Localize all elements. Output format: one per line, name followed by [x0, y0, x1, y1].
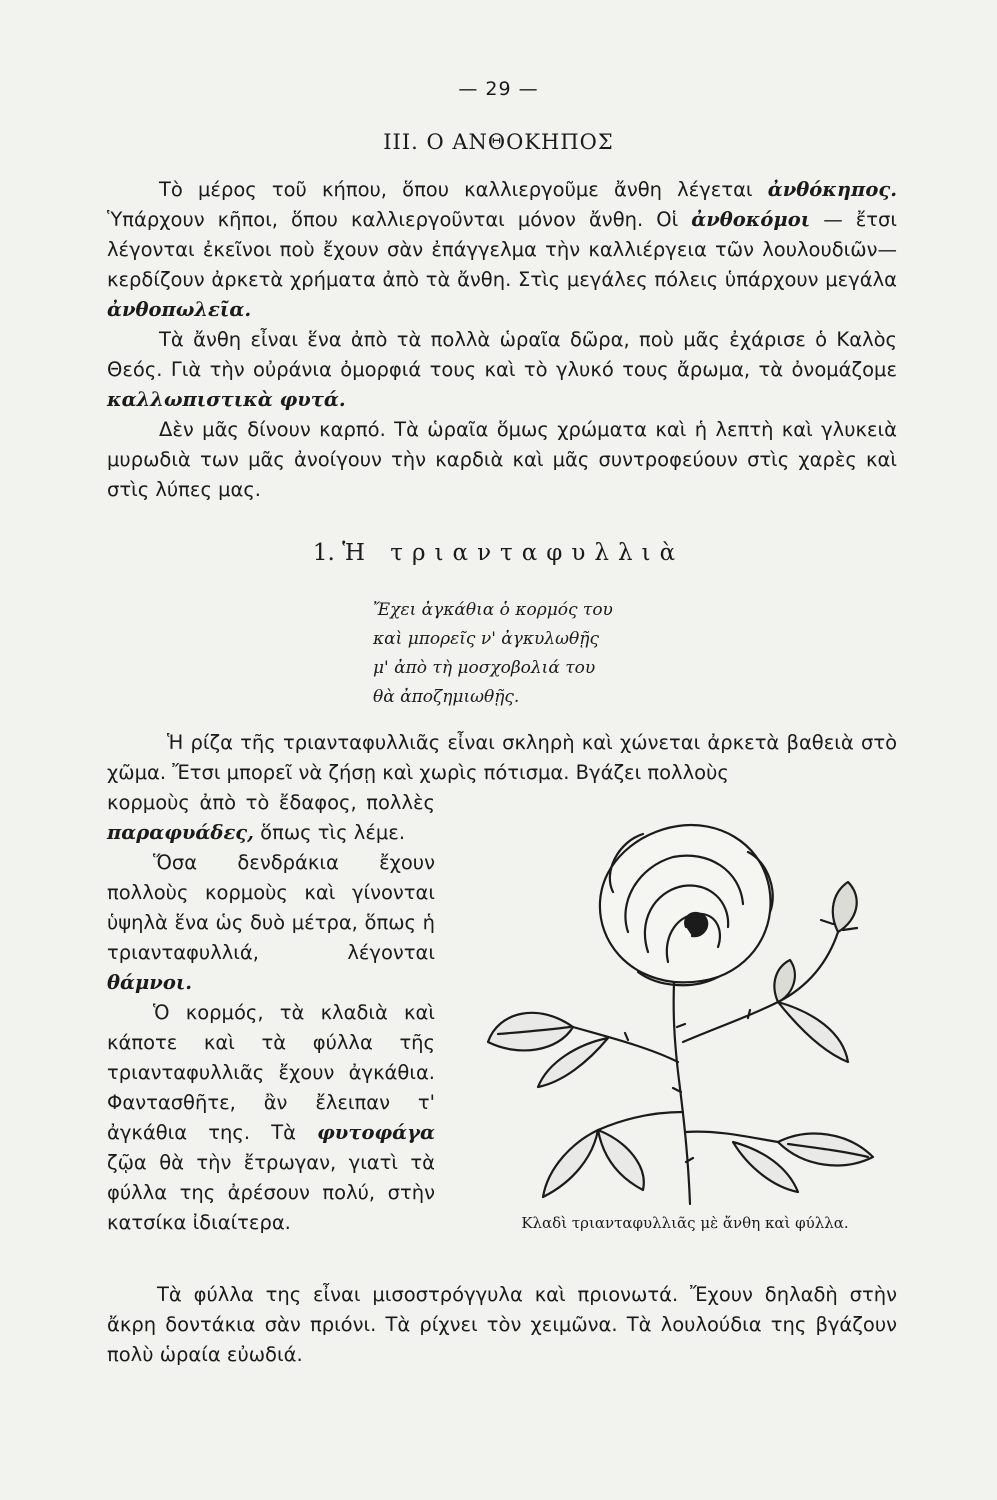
term-anthokomoi: ἀνθοκόμοι	[691, 208, 811, 231]
text-run: Ὑπάρχουν κῆποι, ὅπου καλλιεργοῦνται μόνον ἄνθη. Οἱ	[107, 208, 692, 231]
poem-line: Ἔχει ἀγκάθια ὁ κορμός του	[373, 600, 613, 620]
body-lead	[107, 728, 897, 788]
stem	[674, 982, 690, 1204]
body-paragraph-1	[107, 788, 435, 848]
branch-lower-left	[598, 1112, 683, 1130]
text-run: Ὅσα δενδράκια ἔχουν πολλοὺς κορμοὺς καὶ γίνονται ὑψηλὰ ἕνα ὡς δυὸ μέτρα, ὅπως ἡ τριανταφυλλιά, λέγονται	[107, 851, 435, 964]
intro-paragraph-1	[107, 175, 897, 325]
intro-paragraph-2	[107, 325, 897, 415]
section-heading: Ἡ τριανταφυλλιὰ	[342, 540, 685, 566]
section-title	[0, 540, 997, 566]
text-run: Τὰ ἄνθη εἶναι ἕνα ἀπὸ τὰ πολλὰ ὡραῖα δῶρα, ποὺ μᾶς ἐχάρισε ὁ Καλὸς Θεός. Γιὰ τὴν οὐράνια ὀμορφιά τους καὶ τὸ γλυκό τους ἄρωμα, τὰ ὀνομάζομε	[107, 328, 897, 381]
term-thamnoi: θάμνοι.	[107, 971, 193, 994]
term-anthokipos: ἀνθόκηπος.	[767, 178, 897, 201]
figure-caption: Κλαδὶ τριανταφυλλιᾶς μὲ ἄνθη καὶ φύλλα.	[521, 1214, 849, 1232]
rose-bud	[833, 882, 857, 932]
poem-line: θὰ ἀποζημιωθῇς.	[373, 687, 520, 707]
branch-lower-right	[686, 1132, 778, 1142]
chapter-title: III. Ο ΑΝΘΟΚΗΠΟΣ	[383, 130, 614, 154]
term-anthopoleia: ἀνθοπωλεῖα.	[107, 298, 252, 321]
body-paragraph-2	[107, 848, 435, 998]
text-run: κορμοὺς ἀπὸ τὸ ἔδαφος, πολλὲς	[107, 791, 435, 814]
section-number: 1.	[312, 540, 335, 566]
leaf	[543, 1130, 598, 1197]
term-parafyades: παραφυάδες,	[107, 821, 254, 844]
body-narrow-column	[107, 788, 435, 1238]
rose-branch-illustration	[478, 812, 898, 1207]
rose-bud	[774, 960, 794, 1002]
lead-paragraph: Ἡ ρίζα τῆς τριανταφυλλιᾶς εἶναι σκληρὴ καὶ χώνεται ἀρκετὰ βαθειὰ στὸ χῶμα. Ἔτσι μπορεῖ νὰ ζήσῃ καὶ χωρὶς πότισμα. Βγάζει πολλοὺς	[107, 731, 897, 784]
leaf	[598, 1130, 644, 1190]
closing-paragraph: Τὰ φύλλα της εἶναι μισοστρόγγυλα καὶ πριονωτά. Ἔχουν δηλαδὴ στὴν ἄκρη δοντάκια σὰν πριόνι. Τὰ ρίχνει τὸν χειμῶνα. Τὰ λουλούδια της βγάζουν πολὺ ὡραία εὐωδιά.	[107, 1283, 897, 1366]
term-kallopistika-fyta: καλλωπιστικὰ φυτά.	[107, 388, 346, 411]
text-run: ζῷα θὰ τὴν ἔτρωγαν, γιατὶ τὰ φύλλα της ἀρέσουν πολύ, στὴν κατσίκα ἰδιαίτερα.	[107, 1151, 435, 1234]
rose-flower	[600, 825, 771, 982]
closing-section	[107, 1280, 897, 1370]
poem-line: μ' ἀπὸ τὴ μοσχοβολιά του	[373, 658, 596, 678]
body-paragraph-3	[107, 998, 435, 1238]
term-fytofaga: φυτοφάγα	[317, 1121, 435, 1144]
text-run: Ὁ κορμός, τὰ κλαδιὰ καὶ κάποτε καὶ τὰ φύλλα τῆς τριανταφυλλιᾶς ἔχουν ἀγκάθια. Φαντασθῆτε, ἂν ἔλειπαν τ' ἀγκάθια της. Τὰ	[107, 1001, 435, 1144]
text-run: Τὸ μέρος τοῦ κήπου, ὅπου καλλιεργοῦμε ἄνθη λέγεται	[159, 178, 768, 201]
text-run: — ἔτσι λέγονται ἐκεῖνοι ποὺ ἔχουν σὰν ἐπάγγελμα τὴν καλλιέργεια τῶν λουλουδιῶν—κερδίζουν ἀρκετὰ χρήματα ἀπὸ τὰ ἄνθη. Στὶς μεγάλες πόλεις ὑπάρχουν μεγάλα	[107, 208, 897, 291]
poem	[373, 596, 613, 712]
text-run: ὅπως τὶς λέμε.	[253, 821, 406, 844]
intro-paragraph-3: Δὲν μᾶς δίνουν καρπό. Τὰ ὡραῖα ὅμως χρώματα καὶ ἡ λεπτὴ καὶ γλυκειὰ μυρωδιὰ των μᾶς ἀνοίγουν τὴν καρδιὰ καὶ μᾶς συντροφεύουν στὶς χαρὲς καὶ στὶς λύπες μας.	[107, 418, 897, 501]
page-number: — 29 —	[458, 78, 539, 100]
poem-line: καὶ μπορεῖς ν' ἀγκυλωθῇς	[373, 629, 599, 649]
leaf	[778, 1002, 848, 1062]
intro-section	[107, 175, 897, 505]
